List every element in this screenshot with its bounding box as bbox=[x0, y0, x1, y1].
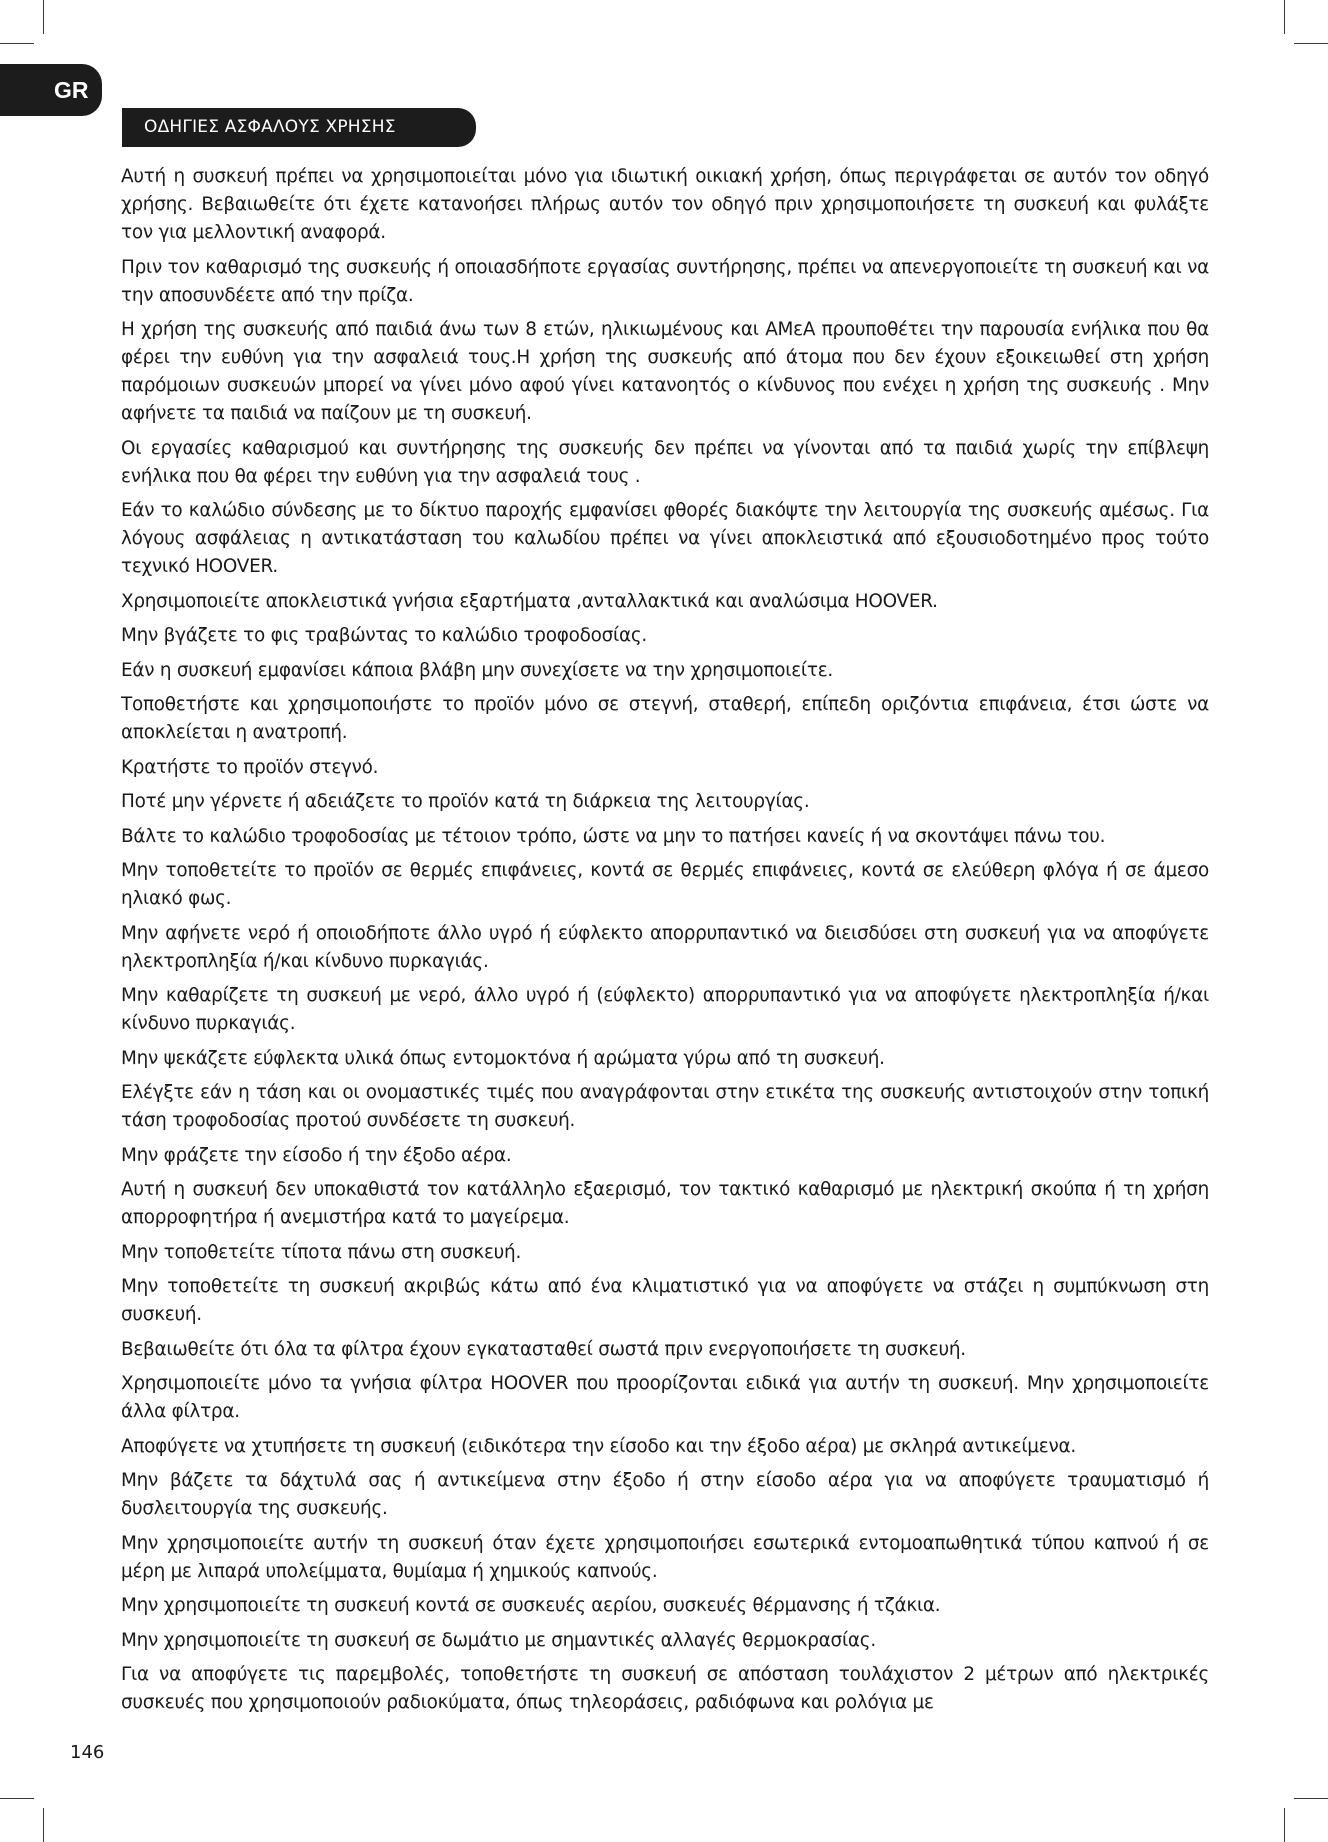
section-title: ΟΔΗΓΙΕΣ ΑΣΦΑΛΟΥΣ ΧΡΗΣΗΣ bbox=[122, 108, 476, 147]
paragraph: Πριν τον καθαρισμό της συσκευής ή οποιασδήποτε εργασίας συντήρησης, πρέπει να απενεργοποιείτε τη συσκευή και να την αποσυνδέετε από την πρίζα. bbox=[121, 256, 1209, 306]
paragraph: Χρησιμοποιείτε αποκλειστικά γνήσια εξαρτήματα ,ανταλλακτικά και αναλώσιμα HOOVER. bbox=[121, 590, 938, 612]
paragraph: Τοποθετήστε και χρησιμοποιήστε το προϊόν μόνο σε στεγνή, σταθερή, επίπεδη οριζόντια επιφάνεια, έτσι ώστε να αποκλείεται η ανατροπή. bbox=[121, 694, 1209, 743]
page-number: 146 bbox=[70, 1742, 105, 1763]
paragraph: Μην βάζετε τα δάχτυλά σας ή αντικείμενα στην έξοδο ή στην είσοδο αέρα για να αποφύγετε τραυματισμό ή δυσλειτουργία της συσκευής. bbox=[121, 1470, 1209, 1519]
paragraph: Αποφύγετε να χτυπήσετε τη συσκευή (ειδικότερα την είσοδο και την έξοδο αέρα) με σκληρά αντικείμενα. bbox=[121, 1435, 1076, 1457]
paragraph: Μην χρησιμοποιείτε αυτήν τη συσκευή όταν έχετε χρησιμοποιήσει εσωτερικά εντομοαπωθητικά τύπου καπνού ή σε μέρη με λιπαρά υπολείμματα, θυμίαμα ή χημικούς καπνούς. bbox=[121, 1532, 1209, 1582]
crop-mark bbox=[0, 43, 34, 44]
paragraph: Μην τοποθετείτε τη συσκευή ακριβώς κάτω από ένα κλιματιστικό για να αποφύγετε να στάζει η συμπύκνωση στη συσκευή. bbox=[121, 1276, 1209, 1325]
crop-mark bbox=[1294, 1798, 1328, 1799]
paragraph: Βάλτε το καλώδιο τροφοδοσίας με τέτοιον τρόπο, ώστε να μην το πατήσει κανείς ή να σκοντάψει πάνω του. bbox=[121, 825, 1106, 847]
paragraph: Μην αφήνετε νερό ή οποιοδήποτε άλλο υγρό ή εύφλεκτο απορρυπαντικό να διεισδύσει στη συσκευή για να αποφύγετε ηλεκτροπληξία ή/και κίνδυνο πυρκαγιάς. bbox=[121, 922, 1209, 972]
safety-instructions-body bbox=[121, 163, 1209, 1724]
paragraph: Μην τοποθετείτε το προϊόν σε θερμές επιφάνειες, κοντά σε θερμές επιφάνειες, κοντά σε ελεύθερη φλόγα ή σε άμεσο ηλιακό φως. bbox=[121, 860, 1209, 909]
paragraph: Αυτή η συσκευή πρέπει να χρησιμοποιείται μόνο για ιδιωτική οικιακή χρήση, όπως περιγράφεται σε αυτόν τον οδηγό χρήσης. Βεβαιωθείτε ότι έχετε κατανοήσει πλήρως αυτόν τον οδηγό πριν χρησιμοποιήσετε τη συσκευή και φυλάξτε τον για μελλοντική αναφορά. bbox=[121, 166, 1209, 243]
paragraph: Μην καθαρίζετε τη συσκευή με νερό, άλλο υγρό ή (εύφλεκτο) απορρυπαντικό για να αποφύγετε ηλεκτροπληξία ή/και κίνδυνο πυρκαγιάς. bbox=[121, 985, 1209, 1034]
paragraph: Μην φράζετε την είσοδο ή την έξοδο αέρα. bbox=[121, 1144, 512, 1166]
paragraph: Ελέγξτε εάν η τάση και οι ονομαστικές τιμές που αναγράφονται στην ετικέτα της συσκευής αντιστοιχούν στην τοπική τάση τροφοδοσίας προτού συνδέσετε τη συσκευή. bbox=[121, 1082, 1209, 1131]
crop-mark bbox=[43, 1808, 44, 1842]
paragraph: Βεβαιωθείτε ότι όλα τα φίλτρα έχουν εγκατασταθεί σωστά πριν ενεργοποιήσετε τη συσκευή. bbox=[121, 1338, 966, 1360]
paragraph: Μην χρησιμοποιείτε τη συσκευή κοντά σε συσκευές αερίου, συσκευές θέρμανσης ή τζάκια. bbox=[121, 1595, 941, 1616]
paragraph: Ποτέ μην γέρνετε ή αδειάζετε το προϊόν κατά τη διάρκεια της λειτουργίας. bbox=[121, 791, 810, 812]
crop-mark bbox=[1284, 0, 1285, 34]
paragraph: Κρατήστε το προϊόν στεγνό. bbox=[121, 756, 379, 778]
crop-mark bbox=[0, 1798, 34, 1799]
paragraph: Εάν η συσκευή εμφανίσει κάποια βλάβη μην συνεχίσετε να την χρησιμοποιείτε. bbox=[121, 659, 833, 681]
paragraph: Οι εργασίες καθαρισμού και συντήρησης της συσκευής δεν πρέπει να γίνονται από τα παιδιά χωρίς την επίβλεψη ενήλικα που θα φέρει την ευθύνη για την ασφαλειά τους . bbox=[121, 437, 1209, 487]
paragraph: Μην τοποθετείτε τίποτα πάνω στη συσκευή. bbox=[121, 1241, 522, 1263]
crop-mark bbox=[1294, 43, 1328, 44]
paragraph: Αυτή η συσκευή δεν υποκαθιστά τον κατάλληλο εξαερισμό, τον τακτικό καθαρισμό με ηλεκτρική σκούπα ή τη χρήση απορροφητήρα ή ανεμιστήρα κατά το μαγείρεμα. bbox=[121, 1179, 1209, 1228]
paragraph: Μην χρησιμοποιείτε τη συσκευή σε δωμάτιο με σημαντικές αλλαγές θερμοκρασίας. bbox=[121, 1629, 876, 1651]
crop-mark bbox=[1284, 1808, 1285, 1842]
paragraph: Για να αποφύγετε τις παρεμβολές, τοποθετήστε τη συσκευή σε απόσταση τουλάχιστον 2 μέτρων από ηλεκτρικές συσκευές που χρησιμοποιούν ραδιοκύματα, όπως τηλεοράσεις, ραδιόφωνα και ρολόγια με bbox=[121, 1664, 1209, 1713]
paragraph: Μην βγάζετε το φις τραβώντας το καλώδιο τροφοδοσίας. bbox=[121, 625, 647, 646]
paragraph: Η χρήση της συσκευής από παιδιά άνω των 8 ετών, ηλικιωμένους και ΑΜεΑ προυποθέτει την παρουσία ενήλικα που θα φέρει την ευθύνη για την ασφαλειά τους.Η χρήση της συσκευής από άτομα που δεν έχουν εξοικειωθεί στη χρήση παρόμοιων συσκευών μπορεί να γίνει μόνο αφού γίνει κατανοητός ο κίνδυνος που ενέχει η χρήση της συσκευής . Μην αφήνετε τα παιδιά να παίζουν με τη συσκευή. bbox=[121, 319, 1209, 424]
language-tab: GR bbox=[0, 64, 102, 116]
crop-mark bbox=[43, 0, 44, 34]
paragraph: Μην ψεκάζετε εύφλεκτα υλικά όπως εντομοκτόνα ή αρώματα γύρω από τη συσκευή. bbox=[121, 1047, 885, 1069]
paragraph: Εάν το καλώδιο σύνδεσης με το δίκτυο παροχής εμφανίσει φθορές διακόψτε την λειτουργία της συσκευής αμέσως. Για λόγους ασφάλειας η αντικατάσταση του καλωδίου πρέπει να γίνει αποκλειστικά από εξουσιοδοτημένο προς τούτο τεχνικό HOOVER. bbox=[121, 500, 1209, 577]
paragraph: Χρησιμοποιείτε μόνο τα γνήσια φίλτρα HOOVER που προορίζονται ειδικά για αυτήν τη συσκευή. Μην χρησιμοποιείτε άλλα φίλτρα. bbox=[121, 1373, 1209, 1422]
